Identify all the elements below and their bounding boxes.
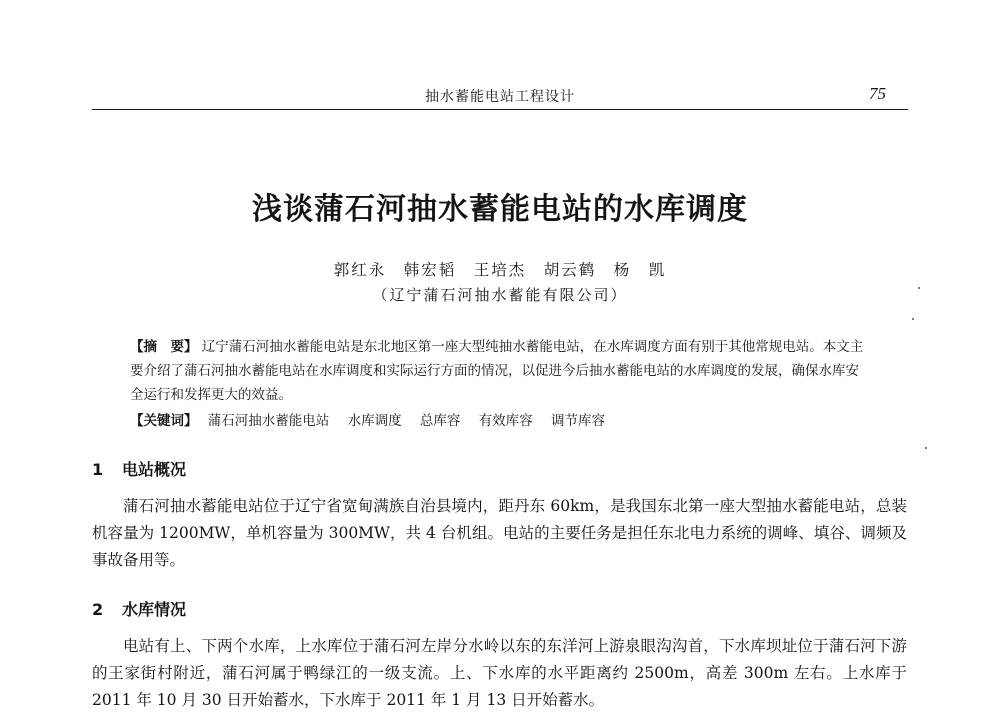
running-header [92, 80, 908, 110]
section-title: 电站概况 [122, 460, 187, 479]
keyword-item: 水库调度 [347, 413, 402, 429]
affiliation: （辽宁蒲石河抽水蓄能有限公司） [372, 286, 628, 304]
keyword-item: 有效库容 [478, 413, 533, 429]
keyword-item: 总库容 [419, 413, 461, 429]
page-number: 75 [869, 84, 886, 103]
author-list: 郭红永 韩宏韬 王培杰 胡云鹤 杨 凯 [333, 261, 667, 279]
section-1-paragraph: 蒲石河抽水蓄能电站位于辽宁省宽甸满族自治县境内，距丹东 60km，是我国东北第一座大型抽水蓄能电站，总装机容量为 1200MW，单机容量为 300MW，共 4 台机组。电站的主要任务是担任东北电力系统的调峰、填谷、调频及事故备用等。 [92, 497, 907, 569]
scan-speck [925, 447, 927, 449]
section-heading-2 [92, 597, 186, 620]
keywords [130, 409, 872, 433]
scan-speck [918, 287, 920, 289]
keywords-label: 【关键词】 [130, 413, 198, 429]
section-number: 1 [92, 460, 104, 479]
abstract-label: 【摘 要】 [130, 339, 198, 355]
keyword-item: 蒲石河抽水蓄能电站 [207, 413, 330, 429]
section-number: 2 [92, 600, 104, 619]
section-2-paragraph: 电站有上、下两个水库，上水库位于蒲石河左岸分水岭以东的东洋河上游泉眼沟沟首，下水库坝址位于蒲石河下游的王家街村附近，蒲石河属于鸭绿江的一级支流。上、下水库的水平距离约 2500m，高差 300m 左右。上水库于 2011 年 10 月 30 日开始蓄水，下水库于 2011 年 1 月 13 日开始蓄水。 [92, 637, 907, 709]
article-title: 浅谈蒲石河抽水蓄能电站的水库调度 [252, 192, 748, 227]
journal-title: 抽水蓄能电站工程设计 [425, 89, 575, 105]
section-title: 水库情况 [122, 600, 187, 619]
scan-speck [912, 318, 914, 320]
abstract-text: 辽宁蒲石河抽水蓄能电站是东北地区第一座大型纯抽水蓄能电站，在水库调度方面有别于其他常规电站。本文主要介绍了蒲石河抽水蓄能电站在水库调度和实际运行方面的情况，以促进今后抽水蓄能电站的水库调度的发展，确保水库安全运行和发挥更大的效益。 [130, 339, 864, 403]
header-rule [92, 109, 908, 110]
abstract [130, 335, 872, 407]
keyword-item: 调节库容 [550, 413, 605, 429]
section-heading-1 [92, 457, 186, 480]
